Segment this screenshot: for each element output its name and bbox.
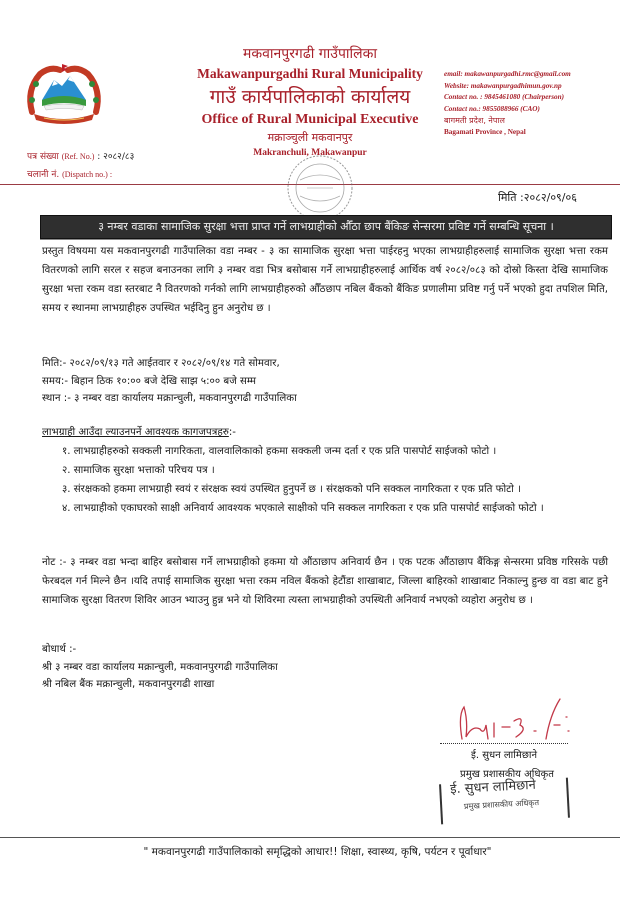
letter-date: मिति :२०८२/०९/०६ [498, 191, 577, 204]
schedule-place: स्थान :- ३ नम्बर वडा कार्यालय मक्रान्चुली, मकवानपुरगढी गाउँपालिका [42, 393, 297, 404]
municipality-emblem-icon [22, 60, 106, 128]
document-item: १. लाभग्राहीहरुको सक्कली नागरिकता, वालवालिकाको हकमा सक्कली जन्म दर्ता र एक प्रति पासपोर्ट साईजको फोटो । [62, 446, 497, 457]
signatory-name: ई. सुधन लामिछाने [471, 750, 537, 761]
signature-line [440, 743, 568, 744]
letterhead [160, 44, 460, 160]
municipality-name-en: Makawanpurgadhi Rural Municipality [197, 66, 423, 81]
documents-heading-suffix: :- [228, 427, 236, 438]
office-name-en: Office of Rural Municipal Executive [201, 112, 419, 127]
signatory-designation: प्रमुख प्रशासकीय अधिकृत [460, 769, 554, 780]
reference-block [27, 148, 134, 184]
bodharth-recipient: श्री नबिल बैंक मक्रान्चुली, मकवानपुरगढी शाखा [42, 679, 215, 690]
dispatch-number-line [27, 166, 134, 184]
note-paragraph: नोट :- ३ नम्बर वडा भन्दा बाहिर बसोबास गर्ने लाभग्राहीको हकमा यो औंठाछाप अनिवार्य छैन । एक पटक औंठाछाप बैंकिङ्ग सेन्सरमा प्रविष्ठ गरिसके पछी फेरबदल गर्न मिल्ने छैन ।यदि तपाई सामाजिक सुरक्षा भत्ता रकम नविल बैंकको हेटौंडा शाखाबाट, जिल्ला बाहिरको शाखाबाट निकाल्नु हुन्छ वा वडा बाट हुने सामाजिक सुरक्षा वितरण शिविर आउन भ्याउनु हुन्न भने यो शिविरमा त्यस्ता लाभग्राहीको उपस्थिती अनिवार्य नभएको व्यहोरा अनुरोध छ । [42, 557, 608, 606]
province-np: बागमती प्रदेश, नेपाल [444, 116, 505, 125]
body-paragraph: प्रस्तुत विषयमा यस मकवानपुरगढी गाउँपालिका वडा नम्बर - ३ का सामाजिक सुरक्षा भत्ता पाईरहनु भएका लाभग्राहीहरुलाई सामाजिक सुरक्षा भत्ता रकम वितरणको लागि सरल र सहज बनाउनका लागि ३ नम्बर वडा भित्र बसोबास गर्ने लाभग्राहीहरुलाई आर्थिक वर्ष २०८२/०८३ को दोस्रो किस्ता देखि सामाजिक सुरक्षा भत्ता रकम वडा स्तरबाट नै वितरणको गर्नको लागि लाभग्राहीहरुको औँठछाप नबिल बैंकको बैंकिङ प्रणालीमा प्रविष्ट गर्नु पर्ने भएको हुदा तपशिल मिति, समय र स्थानमा लाभग्राहीहरु उपस्थित भईदिनु हुन अनुरोध छ । [42, 246, 608, 314]
document-item: २. सामाजिक सुरक्षा भत्ताको परिचय पत्र । [62, 465, 215, 476]
bodharth-block [42, 641, 608, 694]
document-item: ४. लाभग्राहीको एकाघरको साक्षी अनिवार्य आवश्यक भएकाले साक्षीको पनि सक्कल नागरिकता र एक प्रति पासपोर्ट साईजको फोटो । [62, 503, 544, 514]
dispatch-label-en: (Dispatch no.) : [62, 170, 113, 179]
dispatch-label-np: चलानी नं. [27, 170, 60, 180]
documents-heading [42, 423, 608, 442]
website-text: Website: makawanpurgadhimun.gov.np [444, 81, 562, 90]
documents-list [62, 442, 608, 518]
stamp-name: ई. सुधन लामिछाने [449, 777, 537, 798]
province-en: Bagamati Province , Nepal [444, 127, 526, 136]
address-en: Makranchuli, Makawanpur [253, 148, 367, 158]
ref-label-np: पत्र संख्या [27, 152, 59, 162]
bodharth-label: बोधार्थ :- [42, 644, 77, 655]
contact-cao: Contact no.: 9855088966 (CAO) [444, 104, 540, 113]
contact-info [444, 69, 634, 138]
municipality-name-np: मकवानपुरगढी गाउँपालिका [242, 46, 378, 62]
schedule-date: मिति:- २०८२/०९/१३ गते आईतवार र २०८२/०९/१४ गते सोमवार, [42, 358, 280, 369]
subject-banner: ३ नम्बर वडाका सामाजिक सुरक्षा भत्ता प्राप्त गर्ने लाभग्राहीको औँठा छाप बैंकिङ सेन्सरमा प्रविष्ट गर्ने सम्बन्धि सूचना । [40, 215, 612, 239]
bodharth-recipient: श्री ३ नम्बर वडा कार्यालय मक्रान्चुली, मकवानपुरगढी गाउँपालिका [42, 661, 278, 673]
documents-heading-text: लाभग्राही आउँदा ल्याउनपर्ने आवश्यक कागजपत्रहरु [42, 427, 229, 438]
schedule-time: समय:- बिहान ठिक १०:०० बजे देखि साझ ५:०० बजे सम्म [42, 375, 257, 387]
stamp-designation: प्रमुख प्रशासकीय अधिकृत [463, 798, 540, 811]
ref-number-line [27, 148, 134, 166]
handwritten-signature-icon [450, 695, 575, 743]
footer-slogan: " मकवानपुरगढी गाउँपालिकाको समृद्धिको आधार!! शिक्षा, स्वास्थ्य, कृषि, पर्यटन र पूर्वाधार" [143, 846, 492, 858]
ref-number-value: : २०८२/८३ [97, 152, 135, 162]
name-stamp [438, 771, 573, 821]
signature-block [440, 695, 615, 825]
office-name-np: गाउँ कार्यपालिकाको कार्यालय [209, 86, 411, 108]
document-item: ३. संरक्षकको हकमा लाभग्राही स्वयं र संरक्षक स्वयं उपस्थित हुनुपर्ने छ । संरक्षकको पनि सक्कल नागरिकता र एक प्रति फोटो । [62, 484, 522, 495]
ref-label-en: (Ref. No.) [61, 152, 95, 161]
footer-divider [0, 837, 620, 838]
contact-chairperson: Contact no. : 9845461080 (Chairperson) [444, 93, 565, 101]
schedule-block [42, 355, 608, 408]
address-np: मक्राञ्चुली मकवानपुर [267, 131, 353, 144]
email-text: email: makawanpurgadhi.rmc@gmail.com [444, 70, 571, 78]
